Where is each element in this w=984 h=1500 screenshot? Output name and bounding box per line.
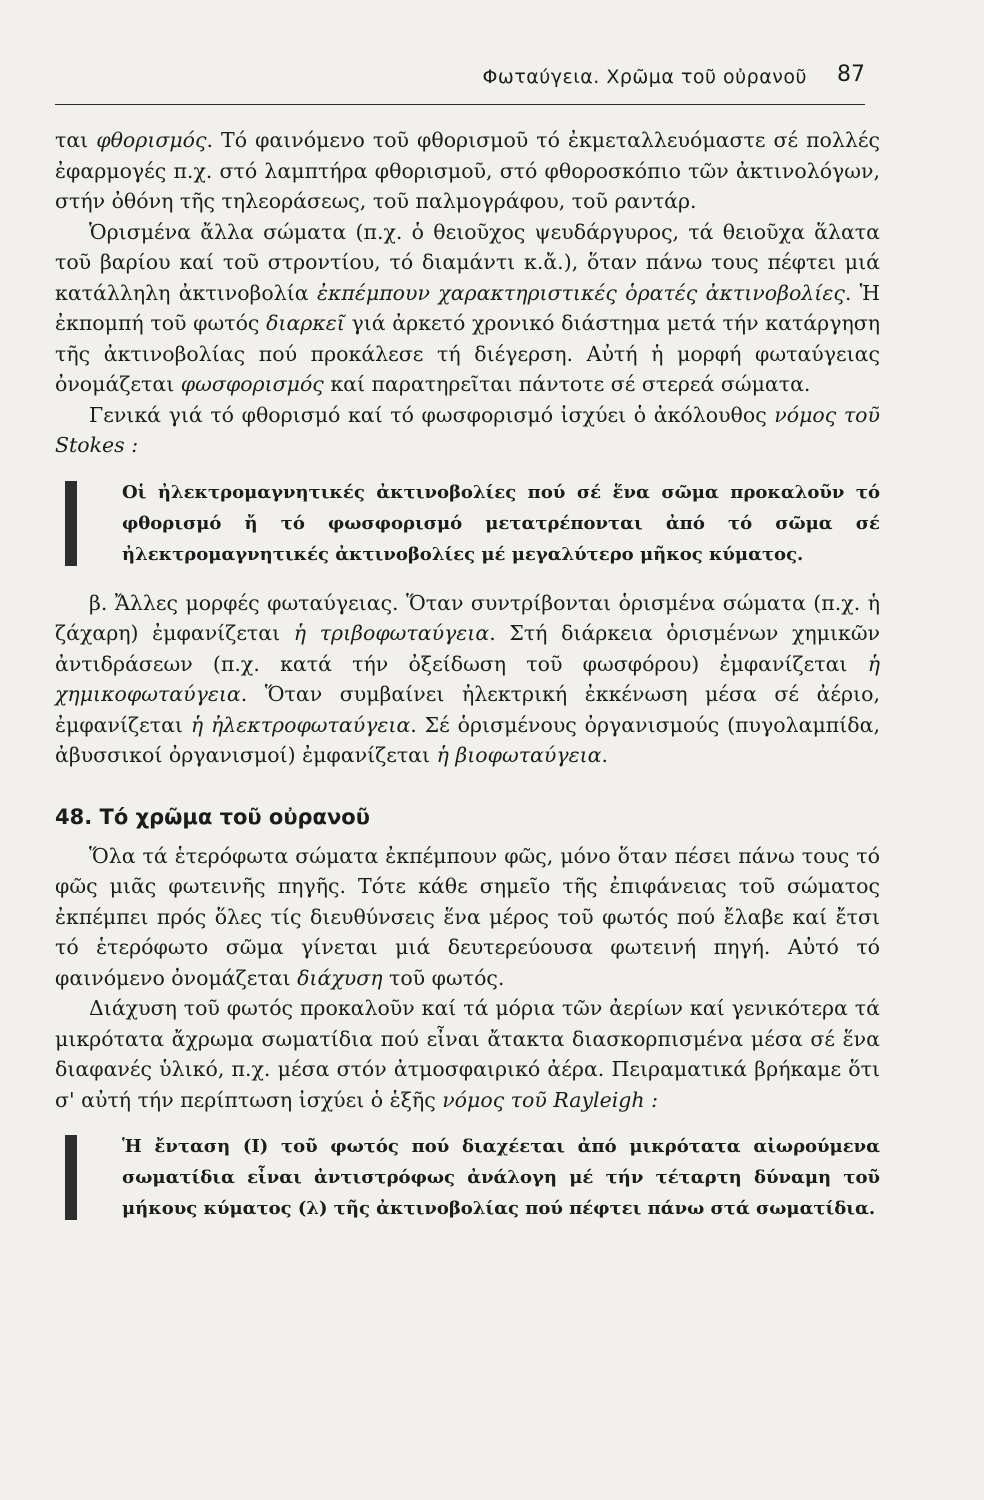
term-phosphorescence: φωσφορισμός — [180, 372, 324, 396]
rayleigh-law-statement: Ἡ ἔνταση (Ι) τοῦ φωτός πού διαχέεται ἀπό μικρότατα αἰωρούμενα σωματίδια εἶναι ἀντιστρόφως ἀνάλογη μέ τήν τέταρτη δύναμη τοῦ μήκους κύματος (λ) τῆς ἀκτινοβολίας πού πέφτει πάνω στά σωματίδια. — [55, 1131, 880, 1224]
header-rule — [55, 104, 865, 105]
rayleigh-law-label: νόμος τοῦ Rayleigh : — [442, 1087, 659, 1112]
law-marker-bar — [65, 481, 77, 566]
paragraph-stokes-intro: Γενικά γιά τό φθορισμό καί τό φωσφορισμό ἰσχύει ὁ ἀκόλουθος νόμος τοῦ Stokes : — [55, 402, 880, 457]
law-marker-bar — [65, 1135, 77, 1220]
stokes-law-statement: Οἱ ἠλεκτρομαγνητικές ἀκτινοβολίες πού σέ ἕνα σῶμα προκαλοῦν τό φθορισμό ἤ τό φωσφορισμό μετατρέπονται ἀπό τό σῶμα σέ ἠλεκτρομαγνητικές ἀκτινοβολίες μέ μεγαλύτερο μῆκος κύματος. — [55, 477, 880, 570]
running-head: Φωταύγεια. Χρῶμα τοῦ οὐρανοῦ — [482, 66, 807, 88]
term-diffusion: διάχυση — [297, 965, 383, 990]
page-header — [55, 60, 865, 100]
paragraph-phosphorescence: Ὁρισμένα ἄλλα σώματα (π.χ. ὁ θειοῦχος ψευδάργυρος, τά θειοῦχα ἅλατα τοῦ βαρίου καί τοῦ στροντίου, τό διαμάντι κ.ἄ.), ὅταν πάνω τους πέφτει μιά κατάλληλη ἀκτινοβολία ἐκπέμπουν χαρακτηριστικές ὁρατές ἀκτινοβολίες. Ἡ ἐκπομπή τοῦ φωτός διαρκεῖ γιά ἀρκετό χρονικό διάστημα μετά τήν κατάργηση τῆς ἀκτινοβολίας πού προκάλεσε τή διέγερση. Αὐτή ἡ μορφή φωταύγειας ὀνομάζεται φωσφορισμός καί παρατηρεῖται πάντοτε σέ στερεά σώματα. — [55, 219, 881, 396]
paragraph-other-luminescence: β. Ἄλλες μορφές φωταύγειας. Ὅταν συντρίβονται ὁρισμένα σώματα (π.χ. ἡ ζάχαρη) ἐμφανίζεται ἡ τριβοφωταύγεια. Στή διάρκεια ὁρισμένων χημικῶν ἀντιδράσεων (π.χ. κατά τήν ὀξείδωση τοῦ φωσφόρου) ἐμφανίζεται ἡ χημικοφωταύγεια. Ὅταν συμβαίνει ἠλεκτρική ἐκκένωση μέσα σέ ἀέριο, ἐμφανίζεται ἡ ἠλεκτροφωταύγεια. Σέ ὁρισμένους ὀργανισμούς (πυγολαμπίδα, ἀβυσσικοί ὀργανισμοί) ἐμφανίζεται ἡ βιοφωταύγεια. — [55, 590, 880, 767]
page-body — [55, 125, 880, 1242]
paragraph-rayleigh-intro: Διάχυση τοῦ φωτός προκαλοῦν καί τά μόρια τῶν ἀερίων καί γενικότερα τά μικρότατα ἄχρωμα σωματίδια πού εἶναι ἄτακτα διασκορπισμένα μέσα σέ ἕνα διαφανές ὑλικό, π.χ. μέσα στόν ἀτμοσφαιρικό ἀέρα. Πειραματικά βρήκαμε ὅτι σ' αὐτή τήν περίπτωση ἰσχύει ὁ ἑξῆς νόμος τοῦ Rayleigh : — [55, 996, 880, 1112]
section-heading: 48. Τό χρῶμα τοῦ οὐρανοῦ — [55, 804, 370, 829]
page-number: 87 — [837, 62, 865, 87]
paragraph-fluorescence-uses: ται φθορισμός. Τό φαινόμενο τοῦ φθορισμοῦ τό ἐκμεταλλευόμαστε σέ πολλές ἐφαρμογές π.χ. στό λαμπτήρα φθορισμοῦ, στό φθοροσκόπιο τῶν ἀκτινολόγων, στήν ὀθόνη τῆς τηλεοράσεως, τοῦ παλμογράφου, τοῦ ραντάρ. — [55, 128, 880, 213]
term-fluorescence: φθορισμός — [96, 128, 207, 152]
stokes-law-label: νόμος τοῦ Stokes : — [55, 402, 880, 457]
paragraph-diffusion: Ὅλα τά ἑτερόφωτα σώματα ἐκπέμπουν φῶς, μόνο ὅταν πέσει πάνω τους τό φῶς μιᾶς φωτεινῆς πηγῆς. Τότε κάθε σημεῖο τῆς ἐπιφάνειας τοῦ σώματος ἐκπέμπει πρός ὅλες τίς διευθύνσεις ἕνα μέρος τοῦ φωτός πού ἔλαβε καί ἔτσι τό ἑτερόφωτο σῶμα γίνεται μιά δευτερεύουσα φωτεινή πηγή. Αὐτό τό φαινόμενο ὀνομάζεται διάχυση τοῦ φωτός. — [55, 843, 880, 990]
